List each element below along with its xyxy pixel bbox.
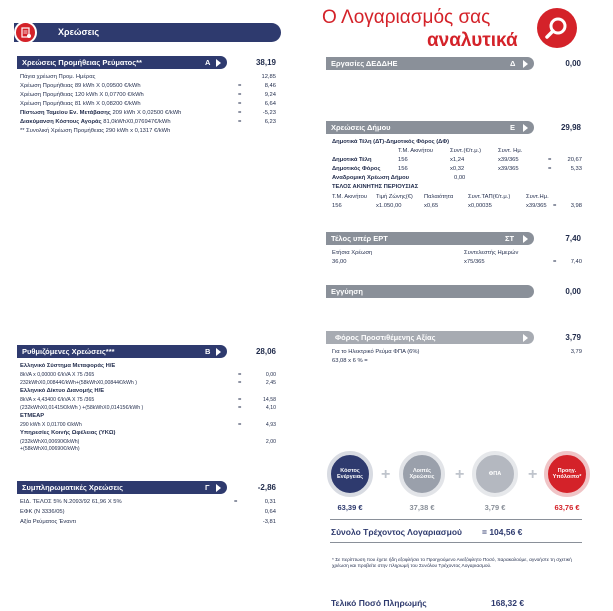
triangle-right-icon (216, 59, 221, 67)
municipal-subtitle: Δημοτικά Τέλη (ΔΤ)-Δημοτικός Φόρος (ΔΦ) (332, 139, 450, 145)
supply-charges-bar (17, 56, 227, 69)
vat-circle (472, 451, 518, 497)
property-tax-value: 156 (332, 203, 342, 209)
municipal-tax-area: 156 (398, 166, 408, 172)
municipal-fees-label: Δημοτικά Τέλη (332, 157, 372, 163)
supply-charges-title: Χρεώσεις Προμήθειας Ρεύματος** (22, 58, 142, 67)
property-tax-header: Συντ.ΤΑΠ(€/τ.μ.) (468, 194, 511, 200)
triangle-right-icon (523, 60, 528, 68)
final-amount-value: 168,32 € (491, 598, 525, 608)
property-tax-value: x1.050,00 (376, 203, 402, 209)
divider (330, 542, 582, 543)
property-tax-header: Τιμή Ζώνης(€) (376, 194, 413, 200)
municipal-tax-coef: x0,32 (450, 166, 465, 172)
regulated-group-title: Ελληνικό Δίκτυο Διανομής Η/Ε (20, 388, 105, 394)
property-tax-header: Συντ.Ημ. (526, 194, 549, 200)
equals-sign: = (238, 372, 242, 378)
supply-note: ** Συνολική Χρέωση Προμήθειας 290 kWh x 0,1317 €/kWh (20, 128, 171, 134)
vat-row: Για το Ηλεκτρικό Ρεύμα ΦΠΑ (6%) (332, 349, 420, 355)
vat-title: Φόρος Προστιθέμενης Αξίας (335, 333, 436, 342)
municipal-header-days: Συντ. Ημ. (498, 148, 523, 154)
property-tax-total: 3,98 (570, 203, 582, 209)
misc-row: ΕΙΔ. ΤΕΛΟΣ 5% Ν.2093/92 61,96 X 5% (20, 499, 122, 505)
current-total-value: = 104,56 € (482, 527, 523, 537)
other-charges-value: 37,38 € (409, 503, 435, 512)
supply-row-label: Πίστωση Ταμείου Εν. Μετάβασης 209 kWh X 0,02500 €/kWh (20, 110, 182, 116)
guarantee-bar (326, 285, 534, 298)
supply-row-label: Πάγια χρέωση Προμ. Ημέρας (20, 74, 96, 80)
triangle-right-icon (523, 124, 528, 132)
equals-sign: = (238, 397, 242, 403)
supply-row-label: Χρέωση Προμήθειας 120 kWh X 0,07700 €/kWh (20, 92, 144, 98)
deddie-code: Δ (510, 59, 516, 68)
ert-total: 7,40 (565, 234, 581, 243)
misc-charges-bar (17, 481, 227, 494)
municipal-fees-days: x39/365 (498, 157, 519, 163)
other-charges-circle (399, 451, 445, 497)
property-tax-header: Τ.Μ. Ακινήτου (332, 194, 368, 200)
municipal-bar (326, 121, 534, 134)
equals-sign: = (238, 110, 242, 116)
municipal-recalc-label: Αναδρομική Χρέωση Δήμου (332, 175, 409, 181)
supply-row-value: -5,23 (262, 110, 276, 116)
municipal-fees-coef: x1,24 (450, 157, 465, 163)
equals-sign: = (238, 83, 242, 89)
triangle-right-icon (523, 334, 528, 342)
regulated-charges-title: Ρυθμιζόμενες Χρεώσεις*** (22, 347, 115, 356)
municipal-header-coef: Συντ.(€/τ.μ.) (450, 148, 482, 154)
vat-value: 3,79 € (484, 503, 506, 512)
vat-total: 3,79 (565, 333, 581, 342)
plus-icon: + (528, 466, 538, 483)
regulated-charges-bar (17, 345, 227, 358)
misc-value: 0,31 (264, 499, 276, 505)
supply-row-label: Χρέωση Προμήθειας 81 kWh X 0,08200 €/kWh (20, 101, 141, 107)
misc-row: ΕΦΚ (Ν 3336/05) (20, 509, 65, 515)
misc-row: Αξία Ρεύματος Έναντι (20, 519, 77, 525)
section-title: Χρεώσεις (58, 27, 100, 37)
regulated-group-title: ΕΤΜΕΑΡ (20, 413, 45, 419)
municipal-tax-value: 5,33 (570, 166, 582, 172)
ert-value: 36,00 (332, 259, 347, 265)
municipal-recalc-value: 0,00 (454, 175, 466, 181)
regulated-value: 14,58 (263, 397, 276, 403)
triangle-right-icon (216, 484, 221, 492)
property-tax-value: x0,00035 (468, 203, 492, 209)
page-title-line1: Ο Λογαριασμός σας (322, 7, 491, 28)
page-title-line2: αναλυτικά (427, 30, 518, 51)
regulated-group-title: Ελληνικό Σύστημα Μεταφοράς Η/Ε (20, 363, 116, 369)
supply-row-value: 6,23 (264, 119, 276, 125)
section-header-bar (14, 23, 281, 42)
equals-sign: = (238, 92, 242, 98)
regulated-value: 4,93 (265, 422, 276, 428)
other-charges-label: Λοιπές Χρεώσεις (409, 467, 435, 480)
property-tax-value: x0,65 (424, 203, 439, 209)
municipal-fees-area: 156 (398, 157, 408, 163)
equals-sign: = (238, 101, 242, 107)
equals-sign: = (238, 380, 242, 386)
vat-row: 63,08 x 6 % = (332, 358, 368, 364)
deddie-title: Εργασίες ΔΕΔΔΗΕ (331, 59, 398, 68)
triangle-right-icon (216, 348, 221, 356)
ert-row-value: 7,40 (570, 259, 582, 265)
regulated-row: 232kWhX0,00844€/kWh+(58kWhX0,00844€/kWh ) (20, 380, 137, 386)
misc-charges-title: Συμπληρωματικές Χρεώσεις (22, 483, 124, 492)
previous-balance-note: * Σε περίπτωση που έχετε ήδη εξοφλήσει το Προηγούμενο Ανεξόφλητο Ποσό, παρακαλούμε, αγνοήστε τη σχετική χρέωση και προβείτε στην πληρωμή του Συνόλου Τρέχοντος Λογαριασμού. (332, 558, 572, 570)
plus-icon: + (381, 466, 391, 483)
magnifier-icon (537, 8, 577, 48)
equals-sign: = (553, 259, 557, 265)
previous-balance-value: 63,76 € (554, 503, 580, 512)
regulated-group-title: Υπηρεσίες Κοινής Ωφέλειας (ΥΚΩ) (20, 430, 116, 436)
current-total-label: Σύνολο Τρέχοντος Λογαριασμού (331, 527, 462, 537)
equals-sign: = (548, 166, 552, 172)
municipal-total: 29,98 (560, 123, 581, 132)
regulated-row: (232kWhX0,00690€/kWh) (20, 439, 80, 445)
previous-balance-circle (544, 451, 590, 497)
property-tax-value: x39/365 (526, 203, 547, 209)
energy-cost-circle (327, 451, 373, 497)
energy-cost-value: 63,39 € (337, 503, 363, 512)
supply-row-label: Διακύμανση Κόστους Αγοράς 81,0kWhX0,076947€/kWh (20, 119, 171, 125)
regulated-code: Β (205, 347, 211, 356)
energy-cost-label: Κόστος Ενέργειας (336, 467, 364, 480)
supply-row-value: 6,64 (264, 101, 276, 107)
ert-value: x75/365 (464, 259, 485, 265)
supply-row-value: 12,85 (261, 74, 276, 80)
plus-icon: + (455, 466, 465, 483)
municipal-tax-days: x39/365 (498, 166, 519, 172)
regulated-row: 290 kWh X 0,01700 €/kWh (20, 422, 82, 428)
regulated-value: 2,45 (265, 380, 276, 386)
regulated-row: (232kWhX0,01415€/kWh ) +(58kWhX0,01415€/kWh ) (20, 405, 144, 411)
supply-row-value: 8,46 (264, 83, 276, 89)
equals-sign: = (238, 405, 242, 411)
regulated-value: 4,10 (265, 405, 276, 411)
municipal-tax-label: Δημοτικός Φόρος (332, 166, 381, 172)
supply-row-label: Χρέωση Προμήθειας 89 kWh X 0,09500 €/kWh (20, 83, 141, 89)
municipal-code: Ε (510, 123, 516, 132)
misc-value: -3,81 (262, 519, 276, 525)
divider (330, 519, 582, 520)
municipal-fees-value: 20,67 (567, 157, 582, 163)
misc-total: -2,86 (257, 483, 276, 492)
regulated-value: 0,00 (265, 372, 276, 378)
triangle-right-icon (523, 235, 528, 243)
ert-header: Ετήσια Χρέωση (332, 250, 373, 256)
misc-code: Γ (205, 483, 210, 492)
guarantee-total: 0,00 (565, 287, 581, 296)
equals-sign: = (548, 157, 552, 163)
ert-title: Τέλος υπέρ ΕΡΤ (331, 234, 388, 243)
ert-header: Συντελεστής Ημερών (464, 250, 519, 256)
ert-code: ΣΤ (505, 234, 515, 243)
ert-bar (326, 232, 534, 245)
previous-balance-label: Προηγ. Υπόλοιπο* (552, 467, 582, 480)
equals-sign: = (553, 203, 557, 209)
vat-row-value: 3,79 (570, 349, 582, 355)
supply-total: 38,19 (255, 58, 276, 67)
property-tax-title: ΤΕΛΟΣ ΑΚΙΝΗΤΗΣ ΠΕΡΙΟΥΣΙΑΣ (332, 184, 419, 190)
vat-bar (326, 331, 534, 344)
municipal-header-area: Τ.Μ. Ακινήτου (398, 148, 434, 154)
deddie-bar (326, 57, 534, 70)
regulated-row: +(58kWhX0,00690€/kWh) (20, 446, 80, 452)
equals-sign: = (238, 422, 242, 428)
misc-value: 0,64 (264, 509, 276, 515)
regulated-value: 2,00 (265, 439, 276, 445)
deddie-total: 0,00 (565, 59, 581, 68)
regulated-row: 8kVA x 0,00000 €/kVA X 75 /365 (20, 372, 95, 378)
regulated-row: 8kVA x 4,43400 €/kVA X 75 /365 (20, 397, 95, 403)
equals-sign: = (238, 119, 242, 125)
municipal-title: Χρεώσεις Δήμου (331, 123, 391, 132)
final-amount-label: Τελικό Ποσό Πληρωμής (331, 598, 427, 608)
supply-code: Α (205, 58, 211, 67)
equals-sign: = (234, 499, 238, 505)
regulated-total: 28,06 (255, 347, 276, 356)
bill-icon (14, 21, 37, 44)
property-tax-header: Παλαιότητα (424, 194, 454, 200)
guarantee-title: Εγγύηση (331, 287, 364, 296)
vat-circle-label: ΦΠΑ (488, 470, 502, 477)
supply-row-value: 9,24 (264, 92, 276, 98)
